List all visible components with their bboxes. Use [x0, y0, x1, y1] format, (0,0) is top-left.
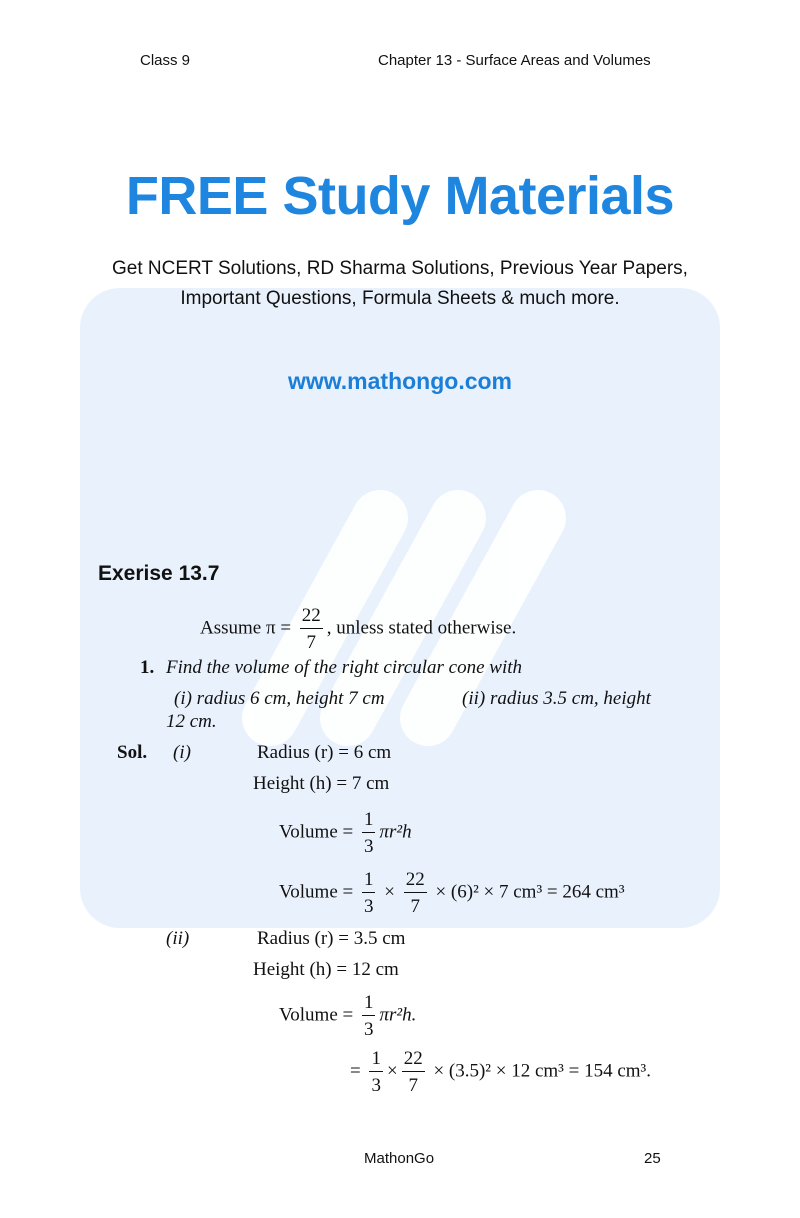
pi-fraction: [402, 1049, 425, 1095]
promo-subtitle-line1: Get NCERT Solutions, RD Sharma Solutions, Previous Year Papers,: [112, 258, 688, 279]
page-number: 25: [644, 1150, 661, 1167]
exercise-title: Exerise 13.7: [98, 562, 220, 585]
solution-part-ii-marker: (ii): [166, 928, 190, 949]
solution-ii-volume-calc: [350, 1049, 651, 1095]
times-sign: ×: [386, 1060, 398, 1082]
promo-url-link[interactable]: www.mathongo.com: [287, 368, 513, 394]
volume-label: Volume =: [279, 1004, 354, 1026]
one-third-fraction: [369, 1049, 383, 1095]
one-third-fraction: [362, 993, 376, 1039]
times-sign: ×: [384, 881, 395, 903]
fraction-denominator: 3: [363, 836, 374, 857]
assumption-suffix: , unless stated otherwise.: [326, 617, 517, 639]
solution-ii-volume-formula: [279, 993, 416, 1039]
fraction-denominator: 3: [371, 1075, 381, 1096]
fraction-denominator: 3: [363, 1019, 374, 1040]
footer-brand: MathonGo: [364, 1150, 435, 1167]
promo-title: FREE Study Materials: [125, 166, 675, 226]
solution-label: Sol.: [117, 742, 148, 763]
fraction-numerator: 1: [362, 810, 376, 833]
fraction-numerator: 22: [404, 870, 427, 893]
pi-fraction: [300, 606, 323, 652]
fraction-numerator: 22: [402, 1049, 425, 1072]
solution-i-radius: Radius (r) = 6 cm: [257, 742, 392, 763]
question-part-i: (i) radius 6 cm, height 7 cm: [174, 688, 385, 709]
fraction-numerator: 1: [362, 993, 376, 1016]
volume-label: Volume =: [279, 821, 354, 843]
assumption-line: [200, 606, 516, 652]
equals-sign: =: [350, 1060, 361, 1082]
fraction-denominator: 3: [363, 896, 374, 917]
question-part-ii-cont: 12 cm.: [166, 711, 217, 732]
one-third-fraction: [362, 810, 376, 856]
fraction-denominator: 7: [410, 896, 420, 917]
one-third-fraction: [362, 870, 376, 916]
assumption-prefix: Assume π =: [200, 617, 292, 639]
promo-subtitle-line2: Important Questions, Formula Sheets & much more.: [180, 288, 620, 309]
header-class-label: Class 9: [140, 52, 191, 69]
solution-ii-height: Height (h) = 12 cm: [253, 959, 399, 980]
calc-expression: × (6)² × 7 cm³ = 264 cm³: [435, 881, 625, 903]
solution-i-height: Height (h) = 7 cm: [253, 773, 390, 794]
fraction-numerator: 1: [369, 1049, 383, 1072]
pi-fraction: [404, 870, 427, 916]
header-chapter-label: Chapter 13 - Surface Areas and Volumes: [378, 52, 651, 69]
question-text: Find the volume of the right circular cone with: [166, 657, 523, 678]
question-number: 1.: [140, 657, 155, 678]
formula-expression: πr²h: [379, 821, 412, 843]
solution-ii-radius: Radius (r) = 3.5 cm: [257, 928, 406, 949]
solution-i-volume-calc: [279, 870, 625, 916]
fraction-denominator: 7: [408, 1075, 418, 1096]
solution-i-volume-formula: [279, 810, 412, 856]
volume-label: Volume =: [279, 881, 354, 903]
fraction-numerator: 22: [300, 606, 323, 629]
fraction-denominator: 7: [306, 632, 317, 653]
calc-expression: × (3.5)² × 12 cm³ = 154 cm³.: [433, 1060, 652, 1082]
formula-expression: πr²h.: [379, 1004, 417, 1026]
fraction-numerator: 1: [362, 870, 376, 893]
question-part-ii: (ii) radius 3.5 cm, height: [462, 688, 651, 709]
solution-part-i-marker: (i): [173, 742, 191, 763]
